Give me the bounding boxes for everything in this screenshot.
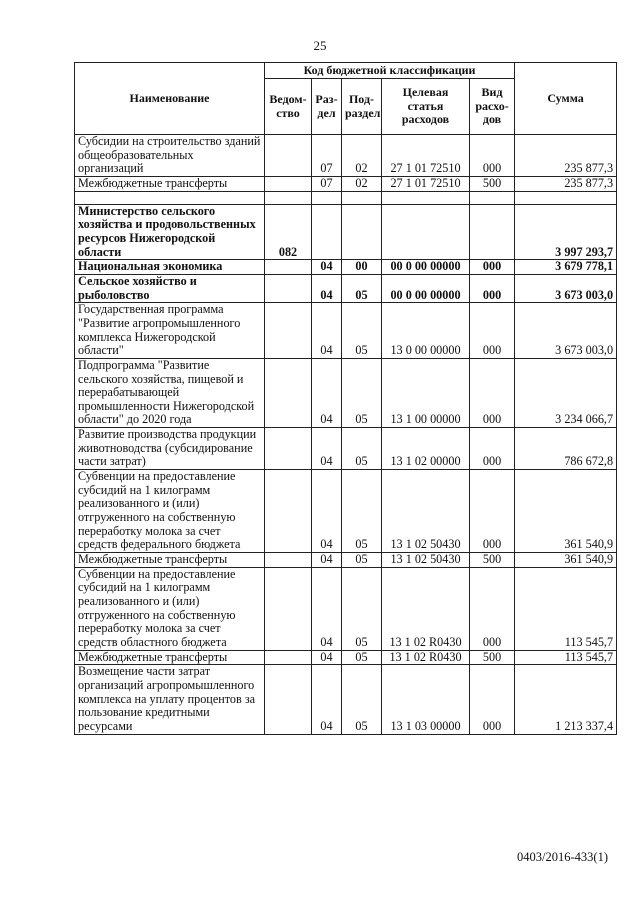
header-razdel: Раз-дел <box>312 79 342 135</box>
row-podrazdel: 02 <box>342 176 382 191</box>
row-expense-type <box>470 204 515 260</box>
row-sum: 235 877,3 <box>515 135 617 177</box>
spacer-row <box>75 191 617 204</box>
row-target-article: 13 1 03 00000 <box>382 665 470 734</box>
row-vedomstvo <box>265 303 312 359</box>
row-target-article: 13 1 02 50430 <box>382 553 470 568</box>
table-row <box>75 665 617 734</box>
table-row <box>75 358 617 427</box>
header-name: Наименование <box>75 63 265 135</box>
row-expense-type: 000 <box>470 428 515 470</box>
row-name: Государственная программа "Развитие агропромышленного комплекса Нижегородской области" <box>75 303 265 359</box>
row-target-article <box>382 204 470 260</box>
row-expense-type: 500 <box>470 650 515 665</box>
row-expense-type: 000 <box>470 470 515 553</box>
row-sum: 3 679 778,1 <box>515 260 617 275</box>
document-code: 0403/2016-433(1) <box>517 850 608 864</box>
row-vedomstvo <box>265 470 312 553</box>
row-expense-type: 000 <box>470 665 515 734</box>
row-sum: 786 672,8 <box>515 428 617 470</box>
header-sum: Сумма <box>515 63 617 135</box>
header-podrazdel: Под-раздел <box>342 79 382 135</box>
table-row <box>75 553 617 568</box>
row-podrazdel: 05 <box>342 274 382 302</box>
row-sum: 1 213 337,4 <box>515 665 617 734</box>
row-podrazdel: 05 <box>342 567 382 650</box>
table-row <box>75 428 617 470</box>
row-podrazdel: 02 <box>342 135 382 177</box>
row-name: Возмещение части затрат организаций агропромышленного комплекса на уплату процентов за пользование кредитными ресурсами <box>75 665 265 734</box>
row-sum: 235 877,3 <box>515 176 617 191</box>
row-podrazdel: 00 <box>342 260 382 275</box>
header-classification-group: Код бюджетной классификации <box>265 63 515 79</box>
row-vedomstvo <box>265 176 312 191</box>
row-name: Субсидии на строительство зданий общеобразовательных организаций <box>75 135 265 177</box>
row-name: Субвенции на предоставление субсидий на 1 килограмм реализованного и (или) отгруженного на собственную переработку молока за счет средств областного бюджета <box>75 567 265 650</box>
row-vedomstvo <box>265 665 312 734</box>
table-row <box>75 260 617 275</box>
row-podrazdel: 05 <box>342 650 382 665</box>
row-target-article: 13 1 02 R0430 <box>382 567 470 650</box>
empty-cell <box>470 191 515 204</box>
table-row <box>75 204 617 260</box>
row-razdel: 04 <box>312 274 342 302</box>
header-target-article: Целевая статья расходов <box>382 79 470 135</box>
row-podrazdel: 05 <box>342 553 382 568</box>
row-expense-type: 000 <box>470 260 515 275</box>
row-sum: 113 545,7 <box>515 650 617 665</box>
row-name: Подпрограмма "Развитие сельского хозяйства, пищевой и перерабатывающей промышленности Нижегородской области" до 2020 года <box>75 358 265 427</box>
row-razdel: 07 <box>312 135 342 177</box>
empty-cell <box>382 191 470 204</box>
row-target-article: 13 1 02 R0430 <box>382 650 470 665</box>
row-razdel: 04 <box>312 553 342 568</box>
header-expense-type: Вид расхо-дов <box>470 79 515 135</box>
row-vedomstvo <box>265 428 312 470</box>
row-podrazdel <box>342 204 382 260</box>
table-row <box>75 650 617 665</box>
row-sum: 113 545,7 <box>515 567 617 650</box>
empty-cell <box>75 191 265 204</box>
row-razdel: 04 <box>312 567 342 650</box>
row-podrazdel: 05 <box>342 303 382 359</box>
row-target-article: 00 0 00 00000 <box>382 274 470 302</box>
table-row <box>75 470 617 553</box>
row-vedomstvo <box>265 135 312 177</box>
row-vedomstvo: 082 <box>265 204 312 260</box>
row-name: Министерство сельского хозяйства и продовольственных ресурсов Нижегородской области <box>75 204 265 260</box>
row-razdel: 04 <box>312 428 342 470</box>
row-razdel <box>312 204 342 260</box>
row-target-article: 00 0 00 00000 <box>382 260 470 275</box>
empty-cell <box>312 191 342 204</box>
row-vedomstvo <box>265 650 312 665</box>
row-name: Развитие производства продукции животноводства (субсидирование части затрат) <box>75 428 265 470</box>
row-sum: 3 673 003,0 <box>515 274 617 302</box>
page-number: 25 <box>313 38 327 53</box>
budget-table-body <box>75 135 617 735</box>
row-sum: 3 997 293,7 <box>515 204 617 260</box>
row-razdel: 04 <box>312 650 342 665</box>
row-name: Субвенции на предоставление субсидий на 1 килограмм реализованного и (или) отгруженного на собственную переработку молока за счет средств федерального бюджета <box>75 470 265 553</box>
row-expense-type: 000 <box>470 303 515 359</box>
row-name: Межбюджетные трансферты <box>75 553 265 568</box>
row-razdel: 04 <box>312 260 342 275</box>
row-podrazdel: 05 <box>342 358 382 427</box>
row-target-article: 13 0 00 00000 <box>382 303 470 359</box>
row-razdel: 04 <box>312 470 342 553</box>
table-row <box>75 135 617 177</box>
row-target-article: 13 1 02 50430 <box>382 470 470 553</box>
row-expense-type: 500 <box>470 176 515 191</box>
empty-cell <box>515 191 617 204</box>
row-expense-type: 000 <box>470 358 515 427</box>
row-target-article: 27 1 01 72510 <box>382 176 470 191</box>
row-sum: 361 540,9 <box>515 553 617 568</box>
row-sum: 361 540,9 <box>515 470 617 553</box>
row-name: Межбюджетные трансферты <box>75 176 265 191</box>
table-row <box>75 303 617 359</box>
row-razdel: 04 <box>312 665 342 734</box>
row-sum: 3 234 066,7 <box>515 358 617 427</box>
row-podrazdel: 05 <box>342 470 382 553</box>
row-target-article: 13 1 00 00000 <box>382 358 470 427</box>
row-target-article: 13 1 02 00000 <box>382 428 470 470</box>
empty-cell <box>265 191 312 204</box>
row-vedomstvo <box>265 553 312 568</box>
row-expense-type: 000 <box>470 567 515 650</box>
row-razdel: 04 <box>312 303 342 359</box>
row-name: Межбюджетные трансферты <box>75 650 265 665</box>
row-podrazdel: 05 <box>342 428 382 470</box>
row-expense-type: 000 <box>470 135 515 177</box>
row-vedomstvo <box>265 260 312 275</box>
table-row <box>75 176 617 191</box>
table-row <box>75 274 617 302</box>
row-vedomstvo <box>265 567 312 650</box>
table-row <box>75 567 617 650</box>
row-name: Сельское хозяйство и рыболовство <box>75 274 265 302</box>
row-vedomstvo <box>265 358 312 427</box>
row-razdel: 04 <box>312 358 342 427</box>
row-razdel: 07 <box>312 176 342 191</box>
budget-table <box>74 62 617 735</box>
empty-cell <box>342 191 382 204</box>
row-sum: 3 673 003,0 <box>515 303 617 359</box>
row-expense-type: 500 <box>470 553 515 568</box>
row-name: Национальная экономика <box>75 260 265 275</box>
row-expense-type: 000 <box>470 274 515 302</box>
header-vedomstvo: Ведом-ство <box>265 79 312 135</box>
row-podrazdel: 05 <box>342 665 382 734</box>
row-vedomstvo <box>265 274 312 302</box>
row-target-article: 27 1 01 72510 <box>382 135 470 177</box>
